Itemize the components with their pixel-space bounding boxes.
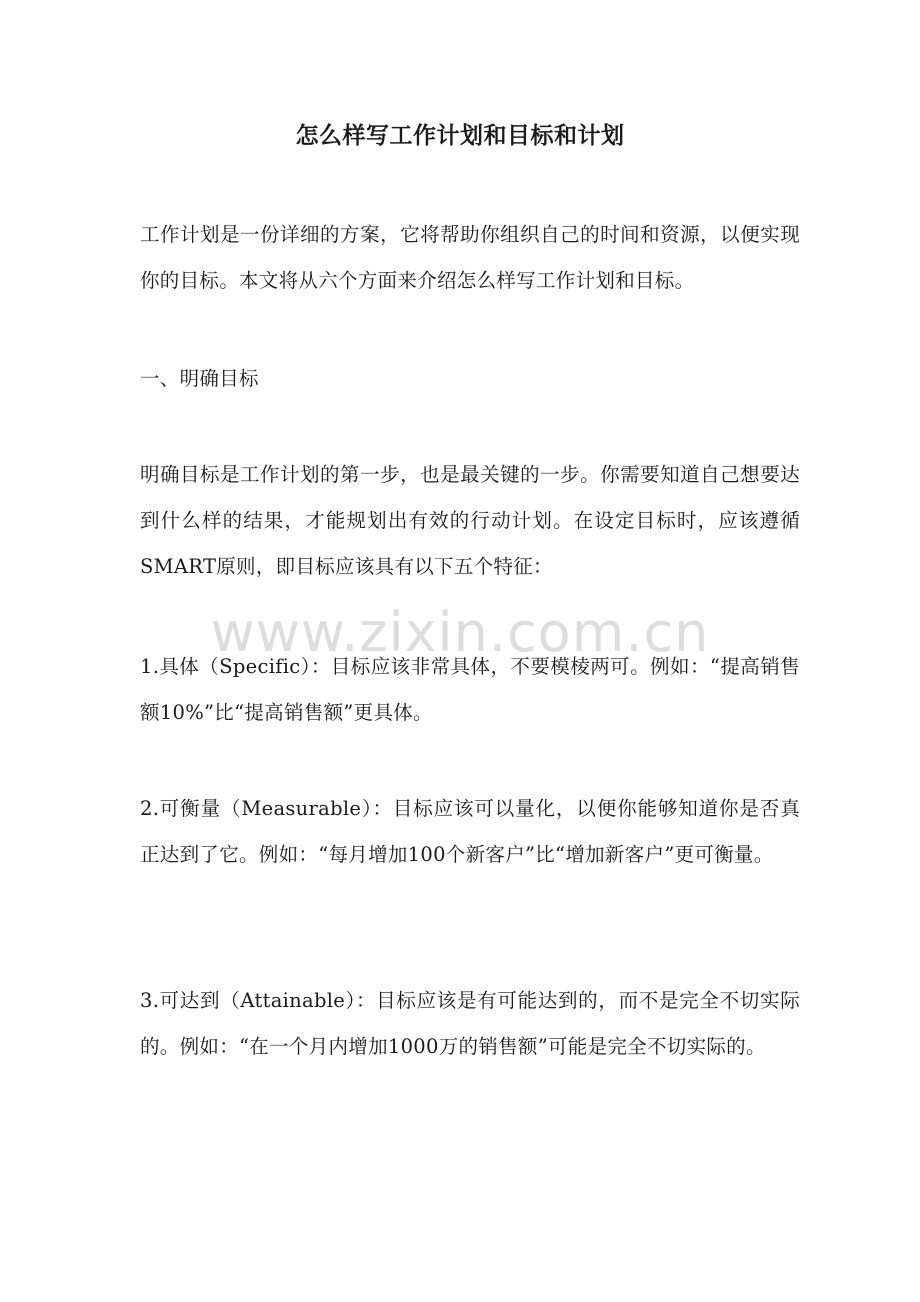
section-heading: 一、明确目标 (140, 367, 259, 390)
intro-paragraph: 工作计划是一份详细的方案，它将帮助你组织自己的时间和资源，以便实现你的目标。本文将从六个方面来介绍怎么样写工作计划和目标。 (140, 223, 800, 292)
list-item-measurable: 2.可衡量（Measurable）：目标应该可以量化，以便你能够知道你是否真正达到了它。例如：“每月增加100个新客户”比“增加新客户”更可衡量。 (140, 797, 800, 866)
document-title: 怎么样写工作计划和目标和计划 (295, 122, 625, 149)
list-item-attainable: 3.可达到（Attainable）：目标应该是有可能达到的，而不是完全不切实际的。例如：“在一个月内增加1000万的销售额”可能是完全不切实际的。 (140, 989, 800, 1058)
section-paragraph: 明确目标是工作计划的第一步，也是最关键的一步。你需要知道自己想要达到什么样的结果，才能规划出有效的行动计划。在设定目标时，应该遵循SMART原则，即目标应该具有以下五个特征： (140, 463, 800, 578)
list-item-specific: 1.具体（Specific）：目标应该非常具体，不要模棱两可。例如：“提高销售额10%”比“提高销售额”更具体。 (140, 655, 800, 724)
watermark: www.zixin.com.cn (210, 601, 710, 664)
